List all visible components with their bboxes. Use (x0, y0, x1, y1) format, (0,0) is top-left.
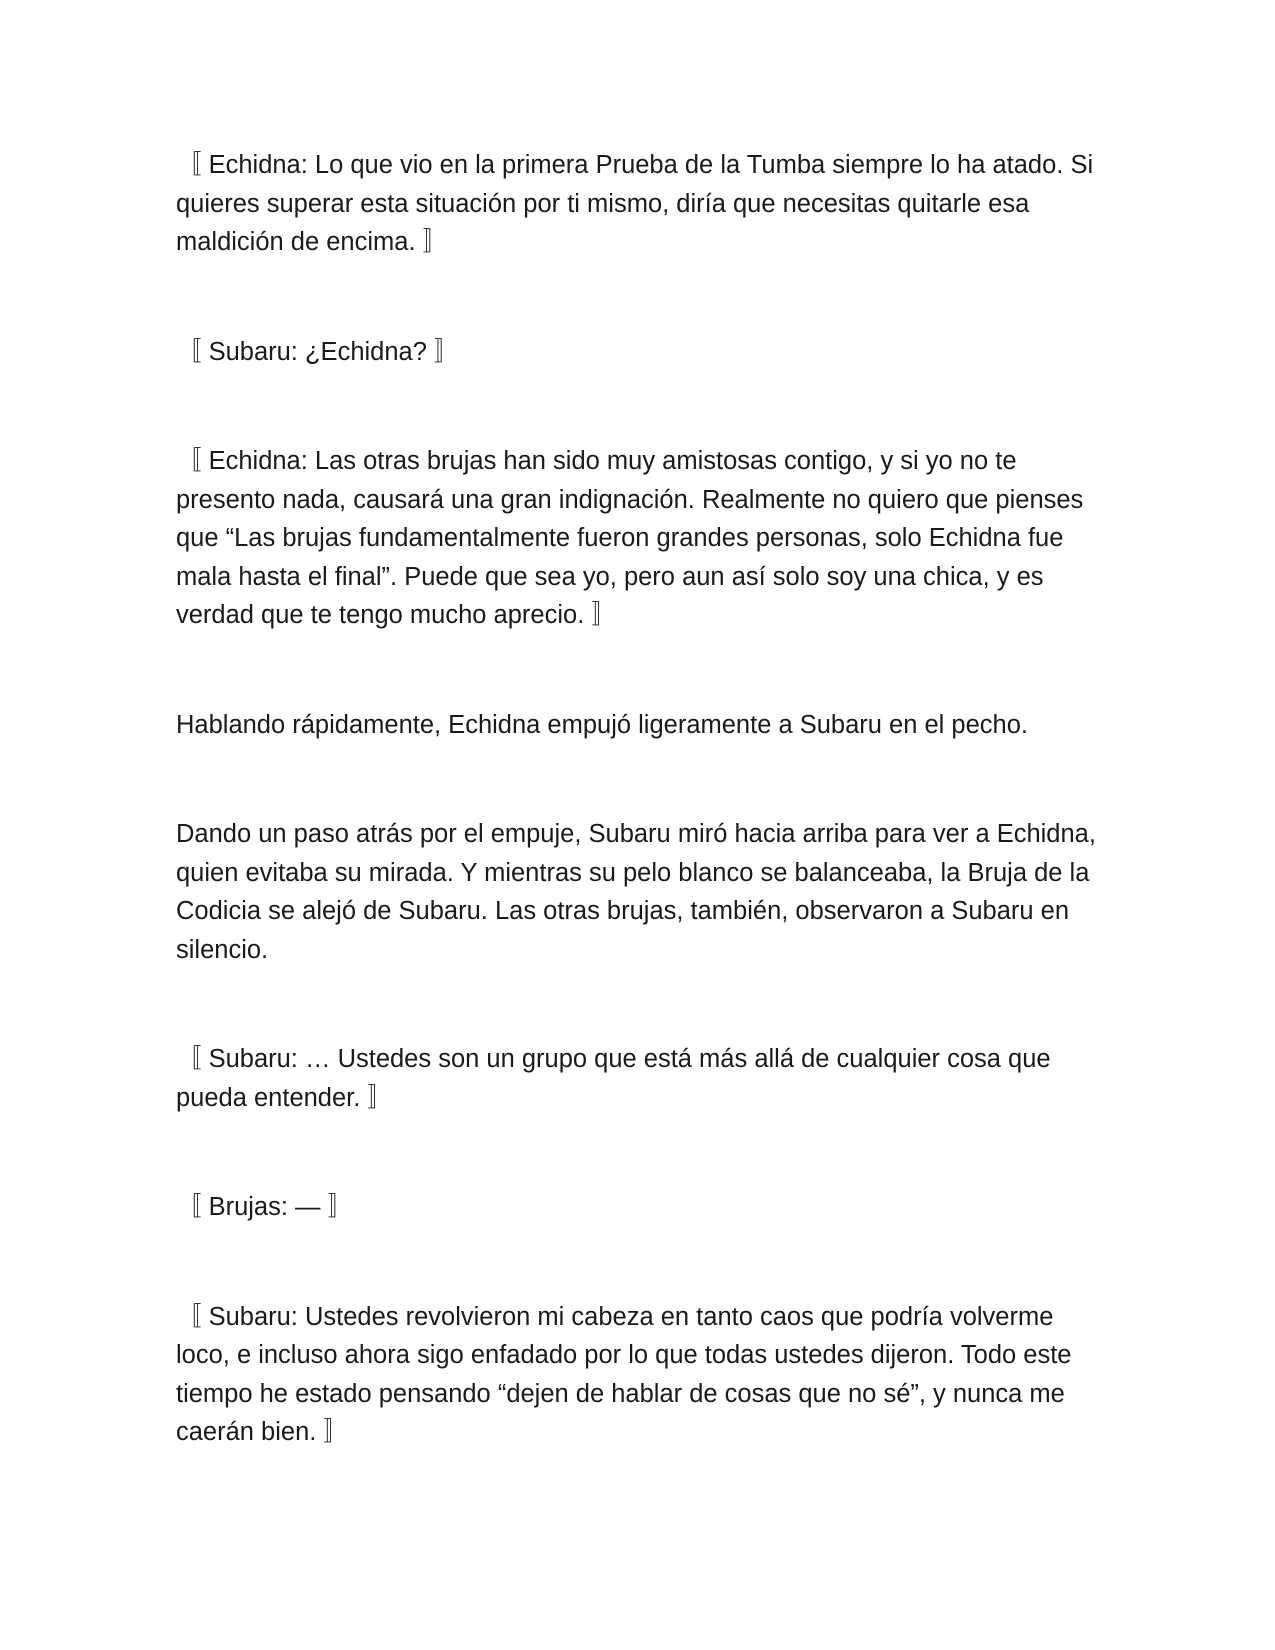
narration-paragraph: Dando un paso atrás por el empuje, Subaru miró hacia arriba para ver a Echidna, quien evitaba su mirada. Y mientras su pelo blanco se balanceaba, la Bruja de la Codicia se alejó de Subaru. Las otras brujas, también, observaron a Subaru en silencio. (176, 820, 1096, 964)
dialogue-paragraph: 〚 Subaru: … Ustedes son un grupo que está más allá de cualquier cosa que pueda entender. 〛 (176, 1045, 1051, 1112)
dialogue-paragraph: 〚 Subaru: Ustedes revolvieron mi cabeza en tanto caos que podría volverme loco, e incluso ahora sigo enfadado por lo que todas ustedes dijeron. Todo este tiempo he estado pensando “dejen de hablar de cosas que no sé”, y nunca me caerán bien. 〛 (176, 1302, 1072, 1446)
dialogue-paragraph: 〚 Echidna: Las otras brujas han sido muy amistosas contigo, y si yo no te presento nada, causará una gran indignación. Realmente no quiero que pienses que “Las brujas fundamentalmente fueron grandes personas, solo Echidna fue mala hasta el final”. Puede que sea yo, pero aun así solo soy una chica, y es verdad que te tengo mucho aprecio. 〛 (176, 447, 1084, 629)
dialogue-paragraph: 〚 Brujas: — 〛 (176, 1193, 354, 1221)
dialogue-paragraph: 〚 Echidna: Lo que vio en la primera Prueba de la Tumba siempre lo ha atado. Si quieres superar esta situación por ti mismo, diría que necesitas quitarle esa maldición de encima. 〛 (176, 151, 1094, 256)
dialogue-paragraph: 〚 Subaru: ¿Echidna? 〛 (176, 337, 460, 366)
narration-paragraph: Hablando rápidamente, Echidna empujó ligeramente a Subaru en el pecho. (176, 710, 1028, 739)
document-body (176, 146, 1106, 1452)
